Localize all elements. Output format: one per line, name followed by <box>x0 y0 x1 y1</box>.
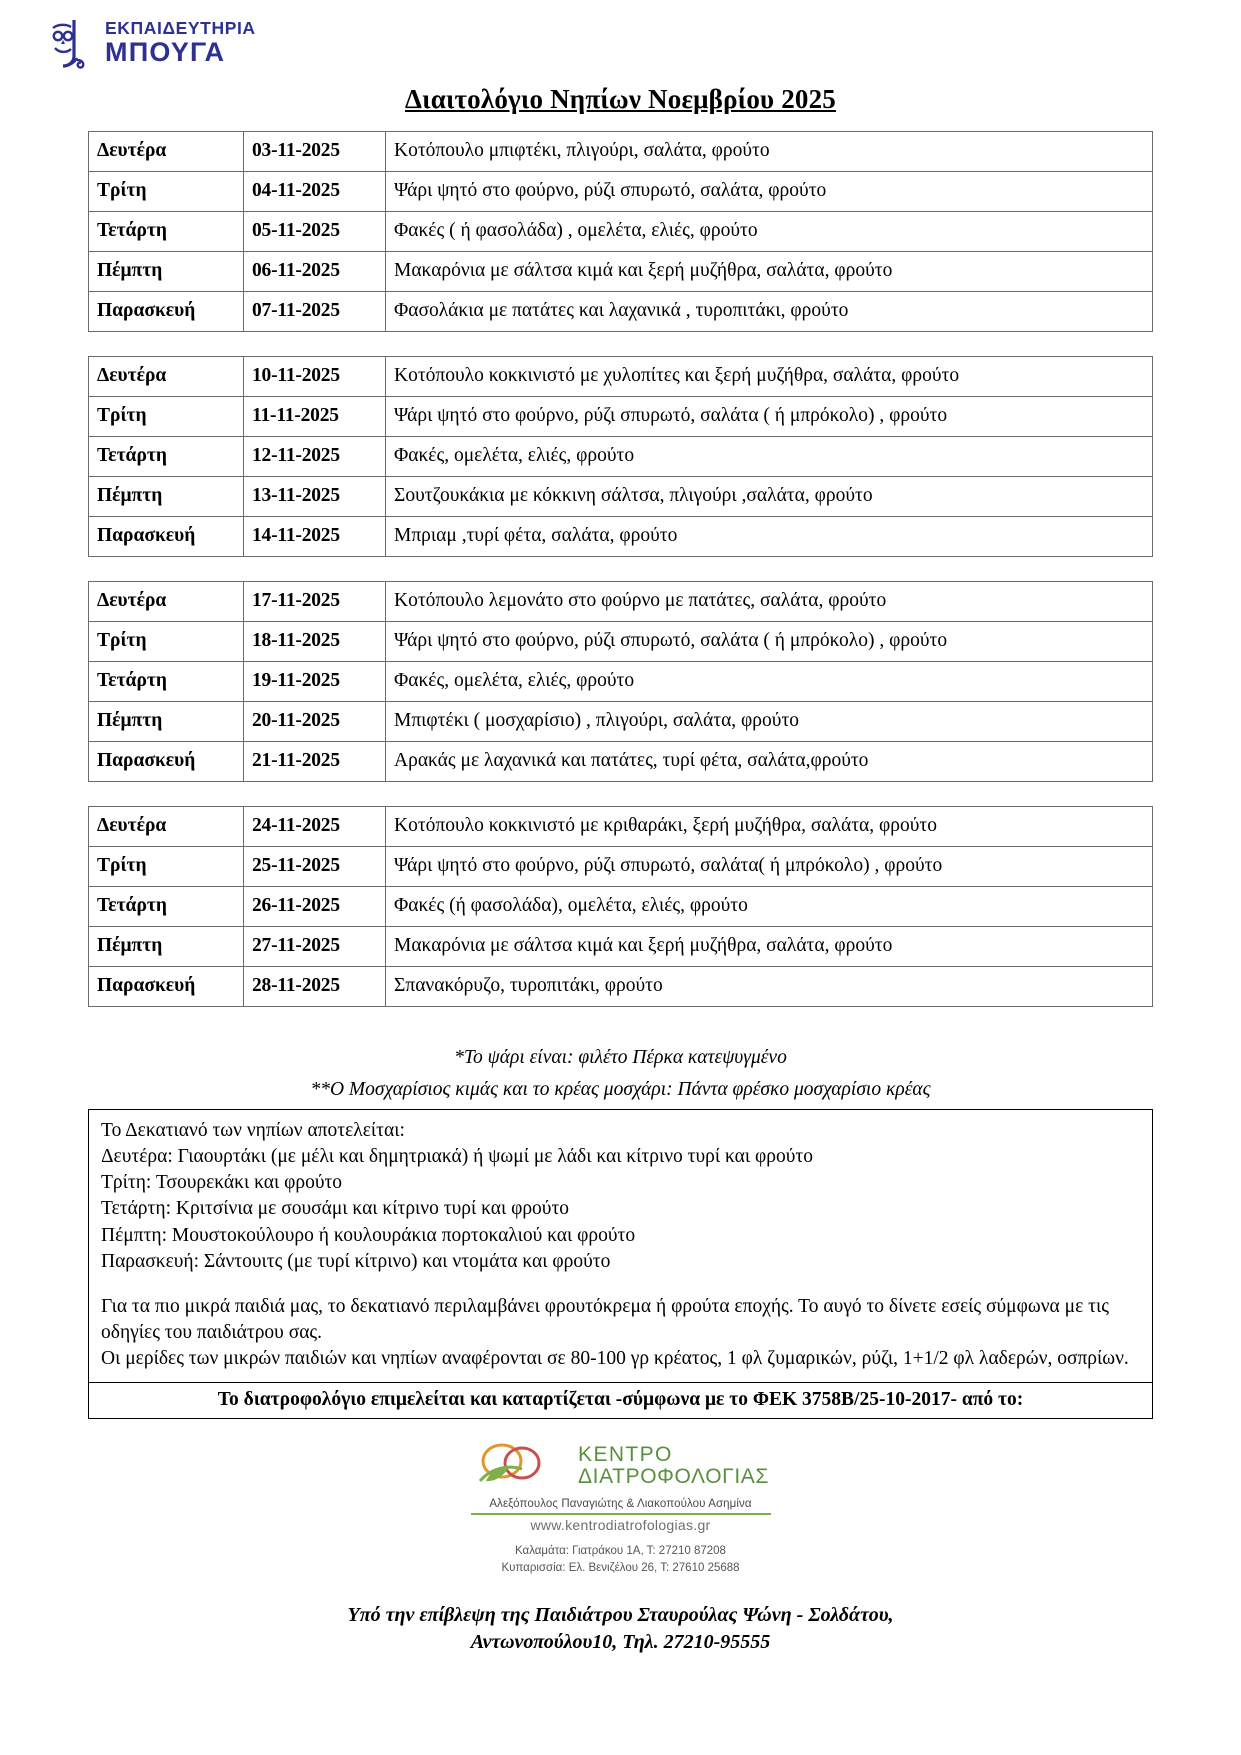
menu-meal-cell: Σουτζουκάκια με κόκκινη σάλτσα, πλιγούρι ,σαλάτα, φρούτο <box>386 477 1153 517</box>
menu-day-cell: Δευτέρα <box>89 807 244 847</box>
menu-day-cell: Δευτέρα <box>89 357 244 397</box>
menu-meal-cell: Κοτόπουλο κοκκινιστό με χυλοπίτες και ξερή μυζήθρα, σαλάτα, φρούτο <box>386 357 1153 397</box>
menu-tables <box>0 131 1241 1007</box>
nutrition-center-block <box>341 1437 901 1576</box>
menu-meal-cell: Μακαρόνια με σάλτσα κιμά και ξερή μυζήθρα, σαλάτα, φρούτο <box>386 252 1153 292</box>
nutrition-center-contact <box>341 1543 901 1576</box>
table-row <box>89 847 1153 887</box>
menu-date-cell: 25-11-2025 <box>244 847 386 887</box>
menu-day-cell: Πέμπτη <box>89 702 244 742</box>
menu-day-cell: Πέμπτη <box>89 252 244 292</box>
menu-date-cell: 27-11-2025 <box>244 927 386 967</box>
snack-note-younger-children: Για τα πιο μικρά παιδιά μας, το δεκατιανό περιλαμβάνει φρουτόκρεμα ή φρούτα εποχής. Το αυγό το δίνετε εσείς σύμφωνα με τις οδηγίες του παιδιάτρου σας. <box>101 1295 1109 1343</box>
menu-date-cell: 24-11-2025 <box>244 807 386 847</box>
nutrition-center-contact-kyparissia: Κυπαρισσία: Ελ. Βενιζέλου 26, Τ: 27610 25688 <box>501 1561 740 1574</box>
week-table-4 <box>88 806 1153 1007</box>
supervision-line1: Υπό την επίβλεψη της Παιδιάτρου Σταυρούλας Ψώνη - Σολδάτου, <box>347 1604 894 1627</box>
nutrition-center-name-line2: ΔΙΑΤΡΟΦΟΛΟΓΙΑΣ <box>578 1465 769 1489</box>
menu-day-cell: Τρίτη <box>89 172 244 212</box>
supervision-line2: Αντωνοπούλου10, Τηλ. 27210-95555 <box>470 1631 771 1654</box>
menu-meal-cell: Μακαρόνια με σάλτσα κιμά και ξερή μυζήθρα, σαλάτα, φρούτο <box>386 927 1153 967</box>
menu-date-cell: 19-11-2025 <box>244 662 386 702</box>
nutrition-center-name-line1: ΚΕΝΤΡΟ <box>578 1443 673 1467</box>
table-row <box>89 702 1153 742</box>
snack-info-box <box>88 1109 1153 1382</box>
menu-day-cell: Τετάρτη <box>89 437 244 477</box>
table-row <box>89 887 1153 927</box>
table-row <box>89 292 1153 332</box>
menu-day-cell: Τετάρτη <box>89 662 244 702</box>
nutrition-center-people: Αλεξόπουλος Παναγιώτης & Λιακοπούλου Ασημίνα <box>489 1498 752 1511</box>
menu-day-cell: Παρασκευή <box>89 517 244 557</box>
menu-day-cell: Πέμπτη <box>89 477 244 517</box>
menu-date-cell: 03-11-2025 <box>244 132 386 172</box>
menu-meal-cell: Φακές, ομελέτα, ελιές, φρούτο <box>386 662 1153 702</box>
table-row <box>89 212 1153 252</box>
fek-statement: Το διατροφολόγιο επιμελείται και καταρτίζεται -σύμφωνα με το ΦΕΚ 3758Β/25-10-2017- από το: <box>88 1382 1153 1419</box>
table-row <box>89 622 1153 662</box>
menu-date-cell: 10-11-2025 <box>244 357 386 397</box>
menu-meal-cell: Μπριαμ ,τυρί φέτα, σαλάτα, φρούτο <box>386 517 1153 557</box>
supervision-note <box>0 1602 1241 1656</box>
menu-meal-cell: Ψάρι ψητό στο φούρνο, ρύζι σπυρωτό, σαλάτα, φρούτο <box>386 172 1153 212</box>
table-row <box>89 662 1153 702</box>
menu-meal-cell: Μπιφτέκι ( μοσχαρίσιο) , πλιγούρι, σαλάτα, φρούτο <box>386 702 1153 742</box>
menu-meal-cell: Φακές ( ή φασολάδα) , ομελέτα, ελιές, φρούτο <box>386 212 1153 252</box>
menu-meal-cell: Αρακάς με λαχανικά και πατάτες, τυρί φέτα, σαλάτα,φρούτο <box>386 742 1153 782</box>
menu-day-cell: Τετάρτη <box>89 887 244 927</box>
school-name-line1: ΕΚΠΑΙΔΕΥΤΗΡΙΑ <box>105 18 256 39</box>
menu-meal-cell: Κοτόπουλο μπιφτέκι, πλιγούρι, σαλάτα, φρούτο <box>386 132 1153 172</box>
menu-date-cell: 11-11-2025 <box>244 397 386 437</box>
menu-meal-cell: Φασολάκια με πατάτες και λαχανικά , τυροπιτάκι, φρούτο <box>386 292 1153 332</box>
snack-line-thursday: Πέμπτη: Μουστοκούλουρο ή κουλουράκια πορτοκαλιού και φρούτο <box>101 1224 636 1246</box>
snack-note-portions: Οι μερίδες των μικρών παιδιών και νηπίων αναφέρονται σε 80-100 γρ κρέατος, 1 φλ ζυμαρικών, ρύζι, 1+1/2 φλ λαδερών, οσπρίων. <box>101 1348 1129 1369</box>
table-row <box>89 742 1153 782</box>
school-logo <box>44 16 256 70</box>
menu-date-cell: 07-11-2025 <box>244 292 386 332</box>
table-row <box>89 517 1153 557</box>
table-row <box>89 967 1153 1007</box>
menu-date-cell: 13-11-2025 <box>244 477 386 517</box>
table-row <box>89 927 1153 967</box>
table-row <box>89 252 1153 292</box>
school-name <box>105 20 256 66</box>
menu-date-cell: 04-11-2025 <box>244 172 386 212</box>
menu-day-cell: Τρίτη <box>89 847 244 887</box>
table-row <box>89 132 1153 172</box>
menu-date-cell: 14-11-2025 <box>244 517 386 557</box>
menu-meal-cell: Κοτόπουλο κοκκινιστό με κριθαράκι, ξερή μυζήθρα, σαλάτα, φρούτο <box>386 807 1153 847</box>
menu-day-cell: Παρασκευή <box>89 742 244 782</box>
menu-date-cell: 18-11-2025 <box>244 622 386 662</box>
menu-date-cell: 12-11-2025 <box>244 437 386 477</box>
menu-day-cell: Τρίτη <box>89 622 244 662</box>
table-row <box>89 357 1153 397</box>
snack-line-wednesday: Τετάρτη: Κριτσίνια με σουσάμι και κίτρινο τυρί και φρούτο <box>101 1198 570 1220</box>
menu-meal-cell: Ψάρι ψητό στο φούρνο, ρύζι σπυρωτό, σαλάτα( ή μπρόκολο) , φρούτο <box>386 847 1153 887</box>
snack-spacer <box>101 1275 1140 1294</box>
nutrition-center-website[interactable]: www.kentrodiatrofologias.gr <box>530 1517 711 1534</box>
week-table-2 <box>88 356 1153 557</box>
menu-day-cell: Δευτέρα <box>89 132 244 172</box>
nutrition-center-logo-icon <box>472 1437 564 1495</box>
menu-day-cell: Παρασκευή <box>89 967 244 1007</box>
table-row <box>89 807 1153 847</box>
table-row <box>89 582 1153 622</box>
menu-date-cell: 05-11-2025 <box>244 212 386 252</box>
menu-day-cell: Τρίτη <box>89 397 244 437</box>
menu-date-cell: 06-11-2025 <box>244 252 386 292</box>
page-title: Διαιτολόγιο Νηπίων Νοεμβρίου 2025 <box>405 84 836 114</box>
menu-meal-cell: Φακές, ομελέτα, ελιές, φρούτο <box>386 437 1153 477</box>
nutrition-center-name <box>578 1444 769 1488</box>
nutrition-center-divider <box>471 1513 771 1515</box>
menu-meal-cell: Ψάρι ψητό στο φούρνο, ρύζι σπυρωτό, σαλάτα ( ή μπρόκολο) , φρούτο <box>386 397 1153 437</box>
table-row <box>89 477 1153 517</box>
menu-meal-cell: Φακές (ή φασολάδα), ομελέτα, ελιές, φρούτο <box>386 887 1153 927</box>
menu-day-cell: Τετάρτη <box>89 212 244 252</box>
school-name-line2: ΜΠΟΥΓΑ <box>105 36 226 67</box>
table-row <box>89 397 1153 437</box>
menu-date-cell: 17-11-2025 <box>244 582 386 622</box>
snack-intro: Το Δεκατιανό των νηπίων αποτελείται: <box>101 1120 405 1141</box>
table-row <box>89 437 1153 477</box>
menu-date-cell: 26-11-2025 <box>244 887 386 927</box>
menu-date-cell: 21-11-2025 <box>244 742 386 782</box>
menu-date-cell: 28-11-2025 <box>244 967 386 1007</box>
week-table-3 <box>88 581 1153 782</box>
owl-logo-icon <box>44 16 96 70</box>
menu-day-cell: Δευτέρα <box>89 582 244 622</box>
nutrition-center-contact-kalamata: Καλαμάτα: Γιατράκου 1Α, Τ: 27210 87208 <box>515 1545 726 1558</box>
footnote-meat: **Ο Μοσχαρίσιος κιμάς και το κρέας μοσχάρι: Πάντα φρέσκο μοσχαρίσιο κρέας <box>310 1079 931 1100</box>
snack-line-tuesday: Τρίτη: Τσουρεκάκι και φρούτο <box>101 1172 343 1194</box>
snack-line-monday: Δευτέρα: Γιαουρτάκι (με μέλι και δημητριακά) ή ψωμί με λάδι και κίτρινο τυρί και φρούτο <box>101 1146 813 1168</box>
menu-day-cell: Παρασκευή <box>89 292 244 332</box>
menu-meal-cell: Σπανακόρυζο, τυροπιτάκι, φρούτο <box>386 967 1153 1007</box>
snack-line-friday: Παρασκευή: Σάντουιτς (με τυρί κίτρινο) και ντομάτα και φρούτο <box>101 1250 611 1272</box>
week-table-1 <box>88 131 1153 332</box>
menu-meal-cell: Ψάρι ψητό στο φούρνο, ρύζι σπυρωτό, σαλάτα ( ή μπρόκολο) , φρούτο <box>386 622 1153 662</box>
footnote-fish: *Το ψάρι είναι: φιλέτο Πέρκα κατεψυγμένο <box>454 1047 787 1068</box>
nutrition-center-logo-row <box>341 1437 901 1495</box>
menu-day-cell: Πέμπτη <box>89 927 244 967</box>
table-row <box>89 172 1153 212</box>
menu-meal-cell: Κοτόπουλο λεμονάτο στο φούρνο με πατάτες, σαλάτα, φρούτο <box>386 582 1153 622</box>
menu-date-cell: 20-11-2025 <box>244 702 386 742</box>
